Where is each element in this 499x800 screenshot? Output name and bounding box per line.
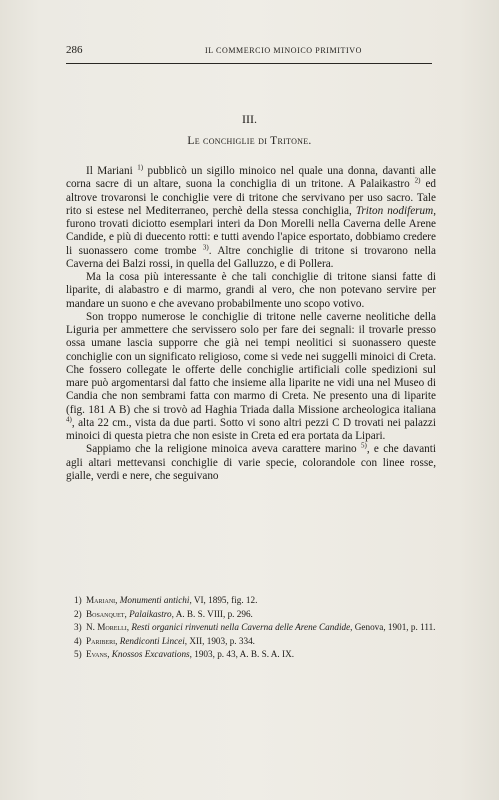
footnote-author: Pariberi [86, 635, 116, 646]
section-title: Le conchiglie di Tritone. [187, 135, 312, 147]
paragraph [66, 165, 436, 271]
footnote-number: 1) [74, 595, 82, 605]
footnote: 3) N. Morelli, Resti organici rinvenuti nella Caverna delle Arene Candide, Genova, 1901, p. 111. [66, 621, 436, 635]
page-number: 286 [66, 44, 83, 56]
footnote-citation: , A. B. S. VIII, p. 296. [171, 608, 253, 619]
text-run: Sappiamo che la religione minoica aveva carattere marino [86, 443, 361, 456]
paragraph [66, 311, 436, 444]
footnote-citation: , VI, 1895, fig. 12. [189, 595, 258, 605]
footnote-number: 2) [74, 608, 82, 619]
footnote: 2) Bosanquet, Palaikastro, A. B. S. VIII, p. 296. [66, 608, 436, 622]
text-run: , e che davanti agli altari mettevansi conchiglie di varie specie, colorandole con linee rosse, gialle, verdi e nere, che seguivano [66, 443, 436, 482]
running-head: IL COMMERCIO MINOICO PRIMITIVO [204, 46, 363, 55]
footnote-number: 5) [74, 649, 82, 660]
footnote: 1) Mariani, Monumenti antichi, VI, 1895, fig. 12. [66, 594, 436, 608]
footnote-ref: 5) [360, 441, 367, 450]
footnote-work: Knossos Excavations [111, 649, 190, 660]
footnote-ref: 4) [66, 415, 72, 424]
footnote: 4) Pariberi, Rendiconti Lincei, XII, 1903, p. 334. [66, 635, 436, 649]
footnote: 5) Evans, Knossos Excavations, 1903, p. 43, A. B. S. A. IX. [66, 648, 436, 662]
footnote-number: 4) [74, 635, 82, 646]
paragraph [66, 271, 436, 311]
footnote-author: Evans [86, 649, 108, 660]
text-run: Son troppo numerose le conchiglie di tritone nelle caverne neolitiche della Liguria per ammettere che servissero solo per fare dei segnali: il trovarle presso ossa umane lascia supporre che già nei tempi neolitici si suonassero queste conchiglie con un significato religioso, come si vede nei suggelli minoici di Creta. Che fossero collegate le offerte delle conchiglie artificiali colle spedizioni sul mare può argomentarsi dal fatto che insieme alla liparite ne vidi una nel Museo di Candia che non sembrami fatta con marmo di Creta. Ne presento una di liparite (fig. 181 A B) che si trovò ad Haghia Triada dalla Missione archeologica italiana [66, 310, 436, 416]
footnote-author: Mariani [86, 595, 116, 605]
footnote-citation: , 1903, p. 43, A. B. S. A. IX. [189, 649, 295, 660]
header-rule [66, 63, 432, 64]
paragraph [66, 443, 436, 483]
footnote-author: Bosanquet [86, 608, 125, 619]
footnotes [66, 594, 436, 662]
italic-term: Triton nodiferum [355, 204, 434, 217]
footnote-work: Palaikastro [129, 608, 172, 619]
footnote-work: Resti organici rinvenuti nella Caverna delle Arene Candide [131, 622, 351, 633]
text-run: Il Mariani [86, 165, 138, 177]
footnote-work: Monumenti antichi [119, 595, 190, 605]
footnote-citation: , Genova, 1901, p. 111. [350, 622, 436, 633]
footnote-work: Rendiconti Lincei [119, 635, 185, 646]
page-header [66, 44, 431, 60]
footnote-ref: 2) [414, 176, 421, 185]
footnote-author: N. Morelli [86, 622, 127, 633]
text-run: ed altrove trovaronsi le conchiglie vere di tritone che servivano per uso sacro. Tale rito si estese nel Mediterraneo, perchè della stessa conchiglia, [66, 178, 437, 217]
text-run: , furono trovati diciotto esemplari interi da Don Morelli nella Caverna delle Arene Candide, e più di duecento rotti: e tutti avendo l'apice esportato, dobbiamo credere li suonassero come trombe [66, 204, 436, 257]
text-run: pubblicò un sigillo minoico nel quale una donna, davanti alle corna sacre di un altare, suona la conchiglia di un tritone. A Palaikastro [66, 165, 436, 191]
footnote-ref: 1) [137, 163, 144, 172]
footnote-ref: 3) [202, 242, 209, 251]
footnote-number: 3) [74, 622, 82, 633]
body-text [66, 165, 436, 483]
section-number: III. [242, 112, 257, 126]
text-run: . Altre conchiglie di tritone si trovarono nella Caverna dei Balzi rossi, in quella del Galluzzo, e di Pollera. [66, 244, 436, 270]
text-run: Ma la cosa più interessante è che tali conchiglie di tritone siansi fatte di liparite, di alabastro e di marmo, grandi al vero, che non potevano servire per mandare un suono e che avevano probabilmente uno scopo votivo. [66, 271, 436, 310]
footnote-citation: , XII, 1903, p. 334. [184, 635, 255, 646]
text-run: , alta 22 cm., vista da due parti. Sotto vi sono altri pezzi C D trovati nei palazzi minoici di questa pietra che non esiste in Creta ed era portata da Lipari. [66, 416, 436, 442]
